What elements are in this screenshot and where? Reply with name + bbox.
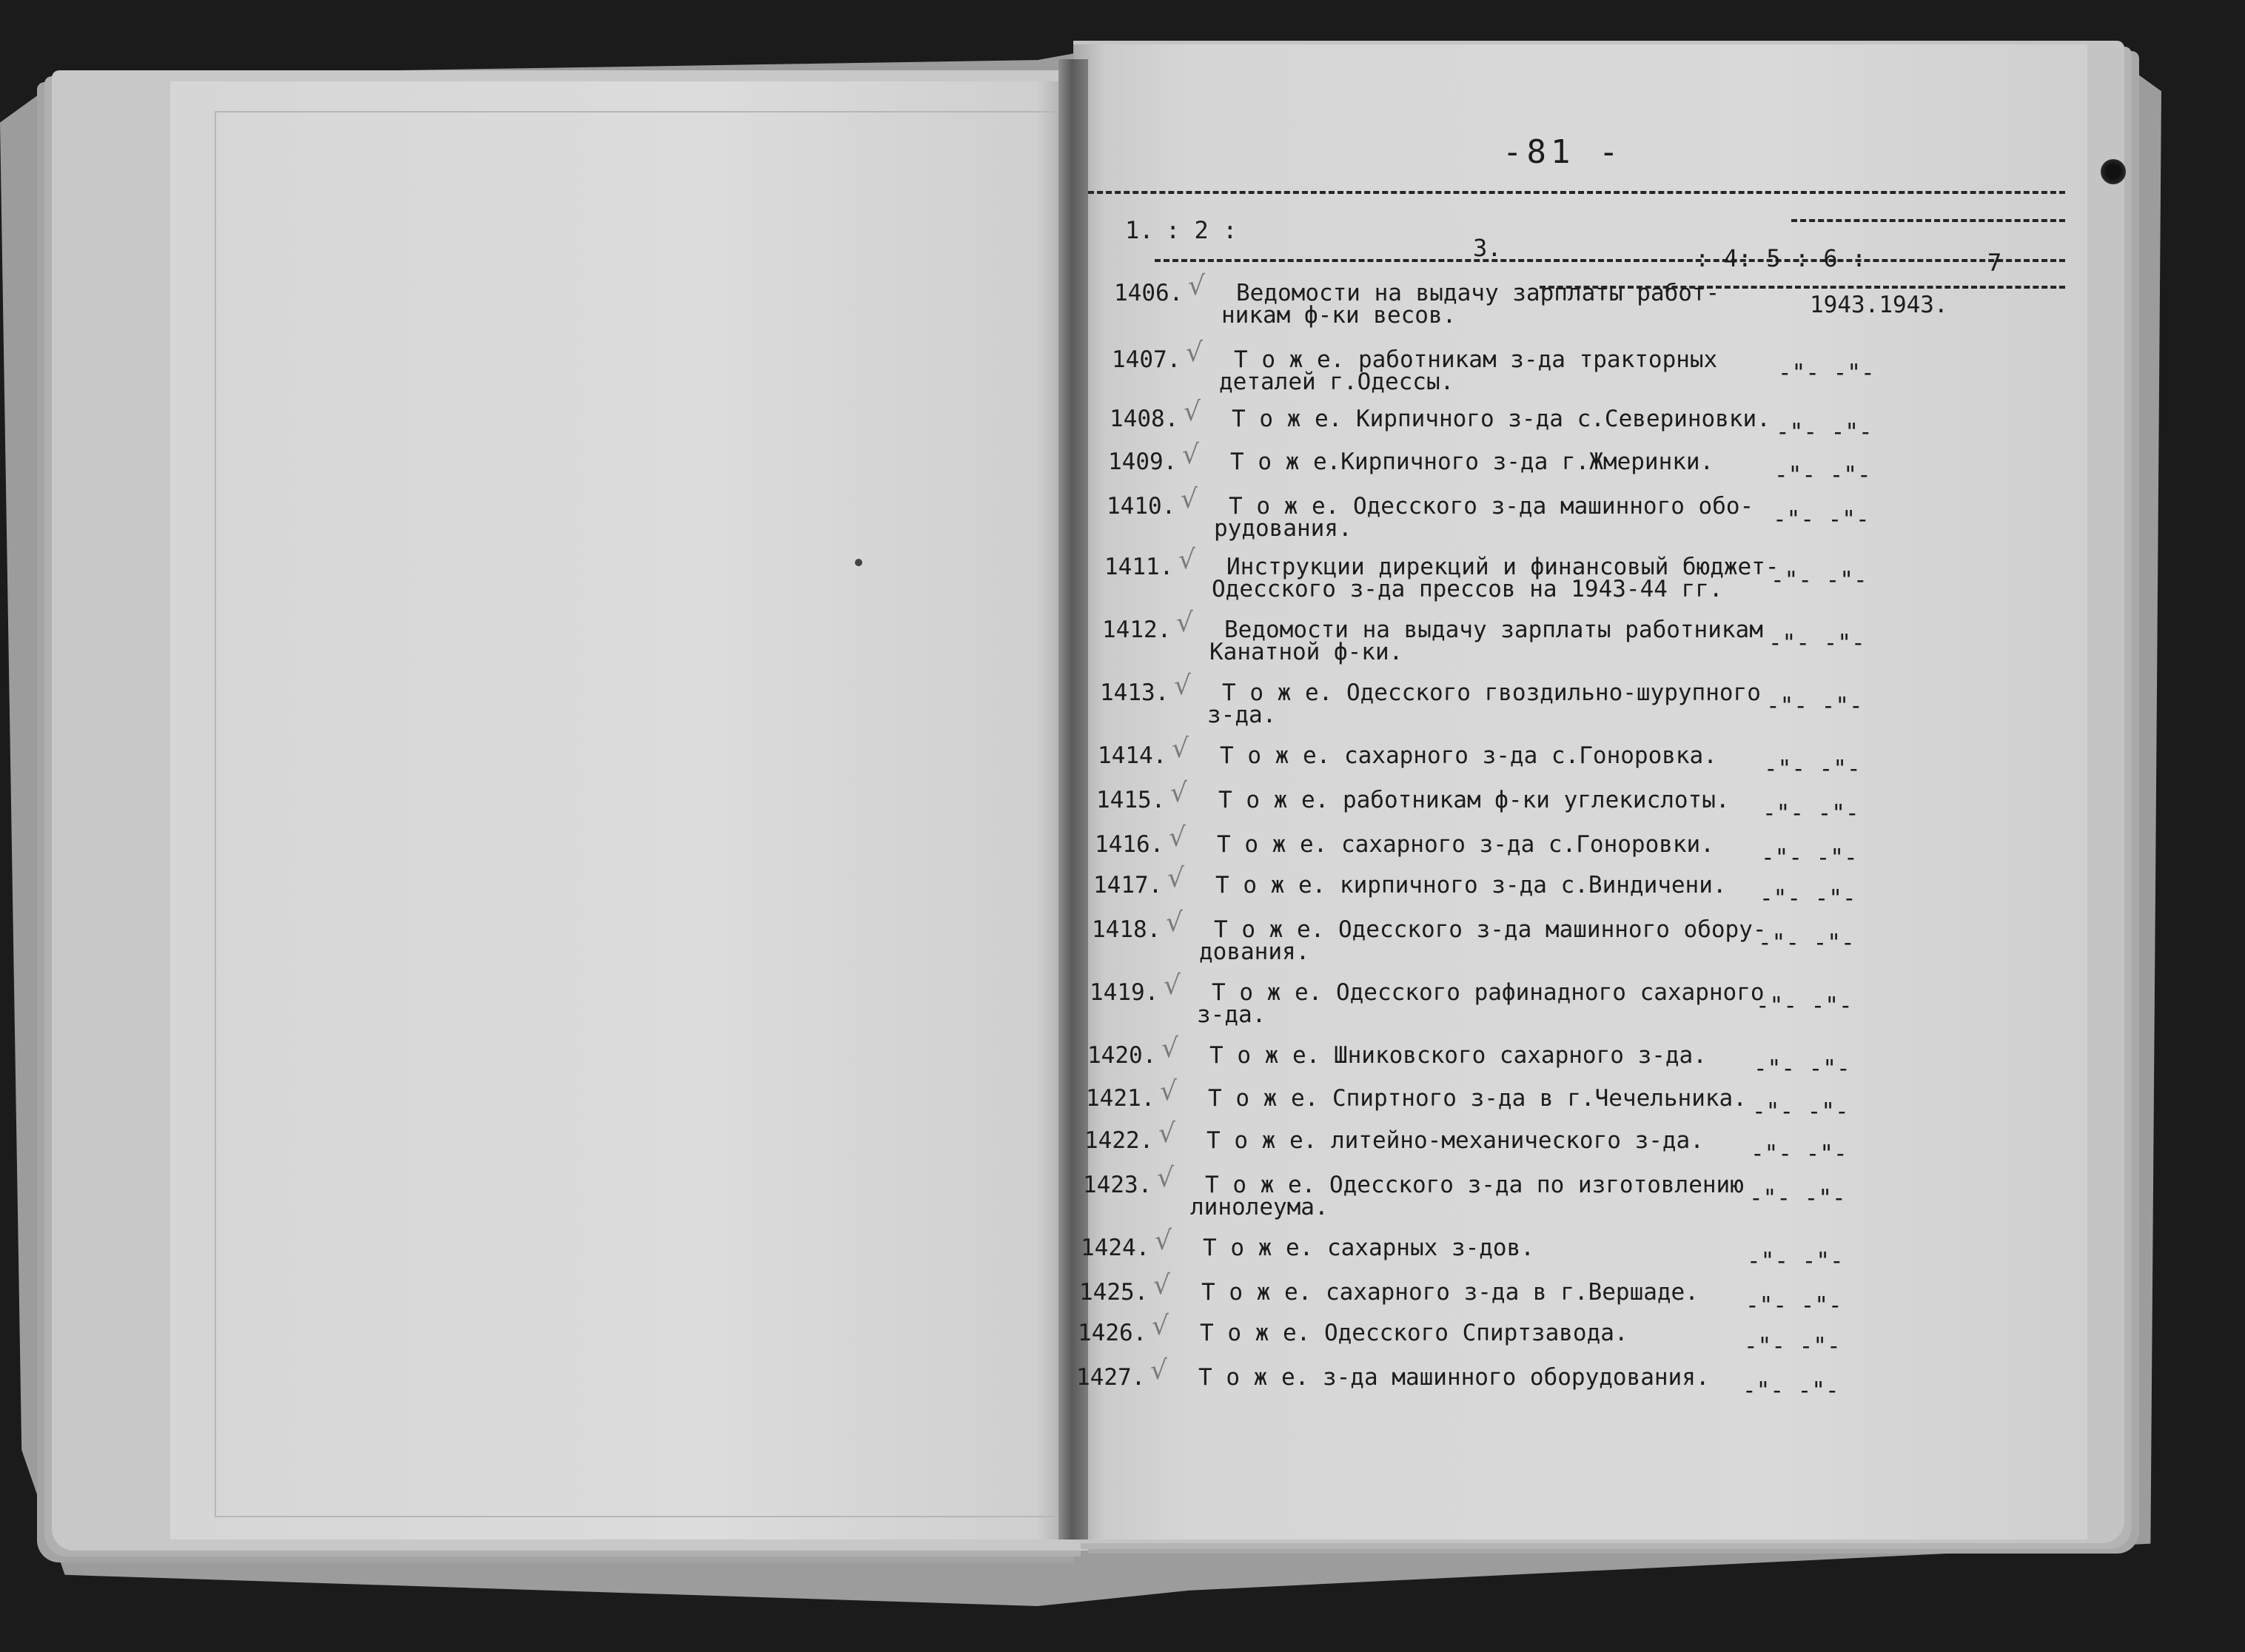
checkmark-icon: √ — [1164, 970, 1181, 1001]
entry-number: 1427. — [1076, 1364, 1146, 1391]
checkmark-icon: √ — [1176, 608, 1193, 638]
left-page — [170, 81, 1073, 1539]
column-1-header: 1. — [1125, 216, 1154, 244]
entry-dates: -"- -"- — [1756, 993, 1853, 1019]
checkmark-icon: √ — [1155, 1226, 1172, 1256]
entry-title-continued: линолеума. — [1190, 1194, 1329, 1220]
checkmark-icon: √ — [1186, 338, 1203, 368]
header-rule-mid — [1791, 219, 2065, 222]
checkmark-icon: √ — [1153, 1270, 1170, 1300]
entry-dates: -"- -"- — [1758, 930, 1855, 956]
entry-dates: -"- -"- — [1773, 506, 1870, 533]
entry-title: Т о ж е. сахарного з-да в г.Вершаде. — [1201, 1279, 1699, 1306]
entry-number: 1420. — [1087, 1042, 1157, 1069]
checkmark-icon: √ — [1169, 822, 1186, 853]
entry-number: 1414. — [1098, 742, 1167, 769]
entry-number: 1418. — [1092, 916, 1161, 943]
entry-number: 1413. — [1100, 679, 1170, 706]
entry-title: Т о ж е. Одесского з-да по изготовлению — [1205, 1172, 1744, 1198]
entry-number: 1412. — [1102, 617, 1172, 643]
checkmark-icon: √ — [1181, 484, 1198, 514]
book-gutter — [1058, 59, 1088, 1539]
entry-title-continued: Канатной ф-ки. — [1209, 639, 1403, 665]
checkmark-icon: √ — [1178, 545, 1195, 575]
entry-dates: -"- -"- — [1771, 567, 1868, 594]
checkmark-icon: √ — [1170, 778, 1187, 808]
header-rule-bottom — [1155, 259, 2065, 262]
entry-title-continued: деталей г.Одессы. — [1219, 369, 1454, 395]
binding-rivet — [2101, 159, 2126, 184]
entry-title: Т о ж е. Кирпичного з-да с.Севериновки. — [1232, 406, 1771, 432]
entry-dates: -"- -"- — [1764, 756, 1861, 782]
entry-dates: -"- -"- — [1752, 1098, 1849, 1125]
entry-title: Т о ж е. Одесского Спиртзавода. — [1200, 1320, 1628, 1346]
checkmark-icon: √ — [1172, 733, 1189, 764]
entry-title: Т о ж е. сахарного з-да с.Гоноровки. — [1217, 831, 1714, 858]
entry-dates: -"- -"- — [1761, 845, 1858, 871]
entry-number: 1424. — [1081, 1235, 1150, 1261]
entry-dates: -"- -"- — [1766, 693, 1863, 719]
entry-title-continued: дования. — [1199, 939, 1310, 965]
header-rule-top — [1088, 191, 2065, 194]
entry-number: 1425. — [1079, 1279, 1149, 1306]
entry-title: Т о ж е. работникам з-да тракторных — [1234, 346, 1718, 373]
entry-number: 1410. — [1107, 493, 1176, 520]
entry-title-continued: никам ф-ки весов. — [1221, 302, 1457, 329]
column-7-header: 7 — [1987, 249, 2002, 277]
checkmark-icon: √ — [1161, 1033, 1178, 1064]
entry-dates: -"- -"- — [1749, 1185, 1846, 1212]
entry-number: 1417. — [1093, 872, 1163, 899]
entry-number: 1411. — [1104, 554, 1174, 580]
entry-dates: -"- -"- — [1774, 462, 1871, 488]
checkmark-icon: √ — [1166, 907, 1183, 938]
entry-dates: -"- -"- — [1742, 1377, 1839, 1404]
page-number: -81 - — [1503, 133, 1623, 171]
entry-dates: -"- -"- — [1751, 1141, 1848, 1167]
checkmark-icon: √ — [1158, 1118, 1175, 1149]
entry-title: Т о ж е. кирпичного з-да с.Виндичени. — [1215, 872, 1727, 899]
entry-title: Т о ж е. сахарных з-дов. — [1203, 1235, 1534, 1261]
entry-number: 1426. — [1078, 1320, 1147, 1346]
entry-title: Т о ж е.Кирпичного з-да г.Жмеринки. — [1230, 449, 1714, 475]
entry-number: 1415. — [1096, 787, 1166, 813]
column-2-header: : 2 : — [1166, 216, 1238, 244]
checkmark-icon: √ — [1167, 863, 1184, 893]
entry-title: Т о ж е. з-да машинного оборудования. — [1198, 1364, 1710, 1391]
entry-title: Ведомости на выдачу зарплаты работ- — [1236, 280, 1720, 306]
entry-number: 1407. — [1112, 346, 1181, 373]
entry-title: Т о ж е. Спиртного з-да в г.Чечельника. — [1208, 1085, 1747, 1112]
left-page-border — [215, 111, 1058, 1517]
entry-dates: -"- -"- — [1778, 360, 1875, 386]
entry-dates: -"- -"- — [1768, 630, 1865, 657]
entry-dates: -"- -"- — [1759, 885, 1856, 912]
entry-title: Ведомости на выдачу зарплаты работникам — [1224, 617, 1763, 643]
column-4-6-header: : 4: 5 : 6 : — [1695, 244, 1867, 272]
column-3-header: 3. — [1473, 234, 1502, 262]
checkmark-icon: √ — [1184, 397, 1201, 427]
checkmark-icon: √ — [1188, 271, 1205, 301]
checkmark-icon: √ — [1152, 1311, 1169, 1341]
entry-dates: -"- -"- — [1744, 1333, 1841, 1360]
entry-number: 1421. — [1086, 1085, 1155, 1112]
entry-dates: -"- -"- — [1754, 1055, 1850, 1082]
checkmark-icon: √ — [1160, 1076, 1177, 1107]
entry-number: 1408. — [1110, 406, 1179, 432]
entry-title: Т о ж е. Одесского з-да машинного обо- — [1229, 493, 1754, 520]
entry-dates: -"- -"- — [1762, 800, 1859, 827]
entry-title: Т о ж е. работникам ф-ки углекислоты. — [1218, 787, 1730, 813]
entry-number: 1409. — [1108, 449, 1178, 475]
entry-title-continued: з-да. — [1197, 1001, 1266, 1028]
entry-number: 1406. — [1114, 280, 1184, 306]
entry-dates: 1943.1943. — [1810, 292, 1948, 318]
entry-title: Инструкции дирекций и финансовый бюджет- — [1226, 554, 1779, 580]
checkmark-icon: √ — [1150, 1355, 1167, 1386]
entry-title: Т о ж е. литейно-механического з-да. — [1207, 1127, 1704, 1154]
entry-title: Т о ж е. Одесского з-да машинного обору- — [1214, 916, 1767, 943]
checkmark-icon: √ — [1182, 440, 1199, 470]
entry-title: Т о ж е. сахарного з-да с.Гоноровка. — [1220, 742, 1717, 769]
page-speck — [855, 559, 862, 566]
entry-title: Т о ж е. Одесского рафинадного сахарного — [1212, 979, 1765, 1006]
entry-title-continued: Одесского з-да прессов на 1943-44 гг. — [1212, 576, 1723, 602]
entry-number: 1423. — [1083, 1172, 1152, 1198]
entry-dates: -"- -"- — [1776, 419, 1873, 446]
entry-dates: -"- -"- — [1747, 1248, 1844, 1275]
entry-number: 1416. — [1095, 831, 1164, 858]
checkmark-icon: √ — [1174, 671, 1191, 701]
entry-title: Т о ж е. Одесского гвоздильно-шурупного — [1222, 679, 1761, 706]
entry-title-continued: з-да. — [1207, 702, 1277, 728]
entry-number: 1419. — [1090, 979, 1159, 1006]
entry-title-continued: рудования. — [1214, 515, 1352, 542]
entry-dates: -"- -"- — [1745, 1292, 1842, 1319]
checkmark-icon: √ — [1157, 1163, 1174, 1193]
entry-title: Т о ж е. Шниковского сахарного з-да. — [1209, 1042, 1707, 1069]
entry-number: 1422. — [1084, 1127, 1154, 1154]
